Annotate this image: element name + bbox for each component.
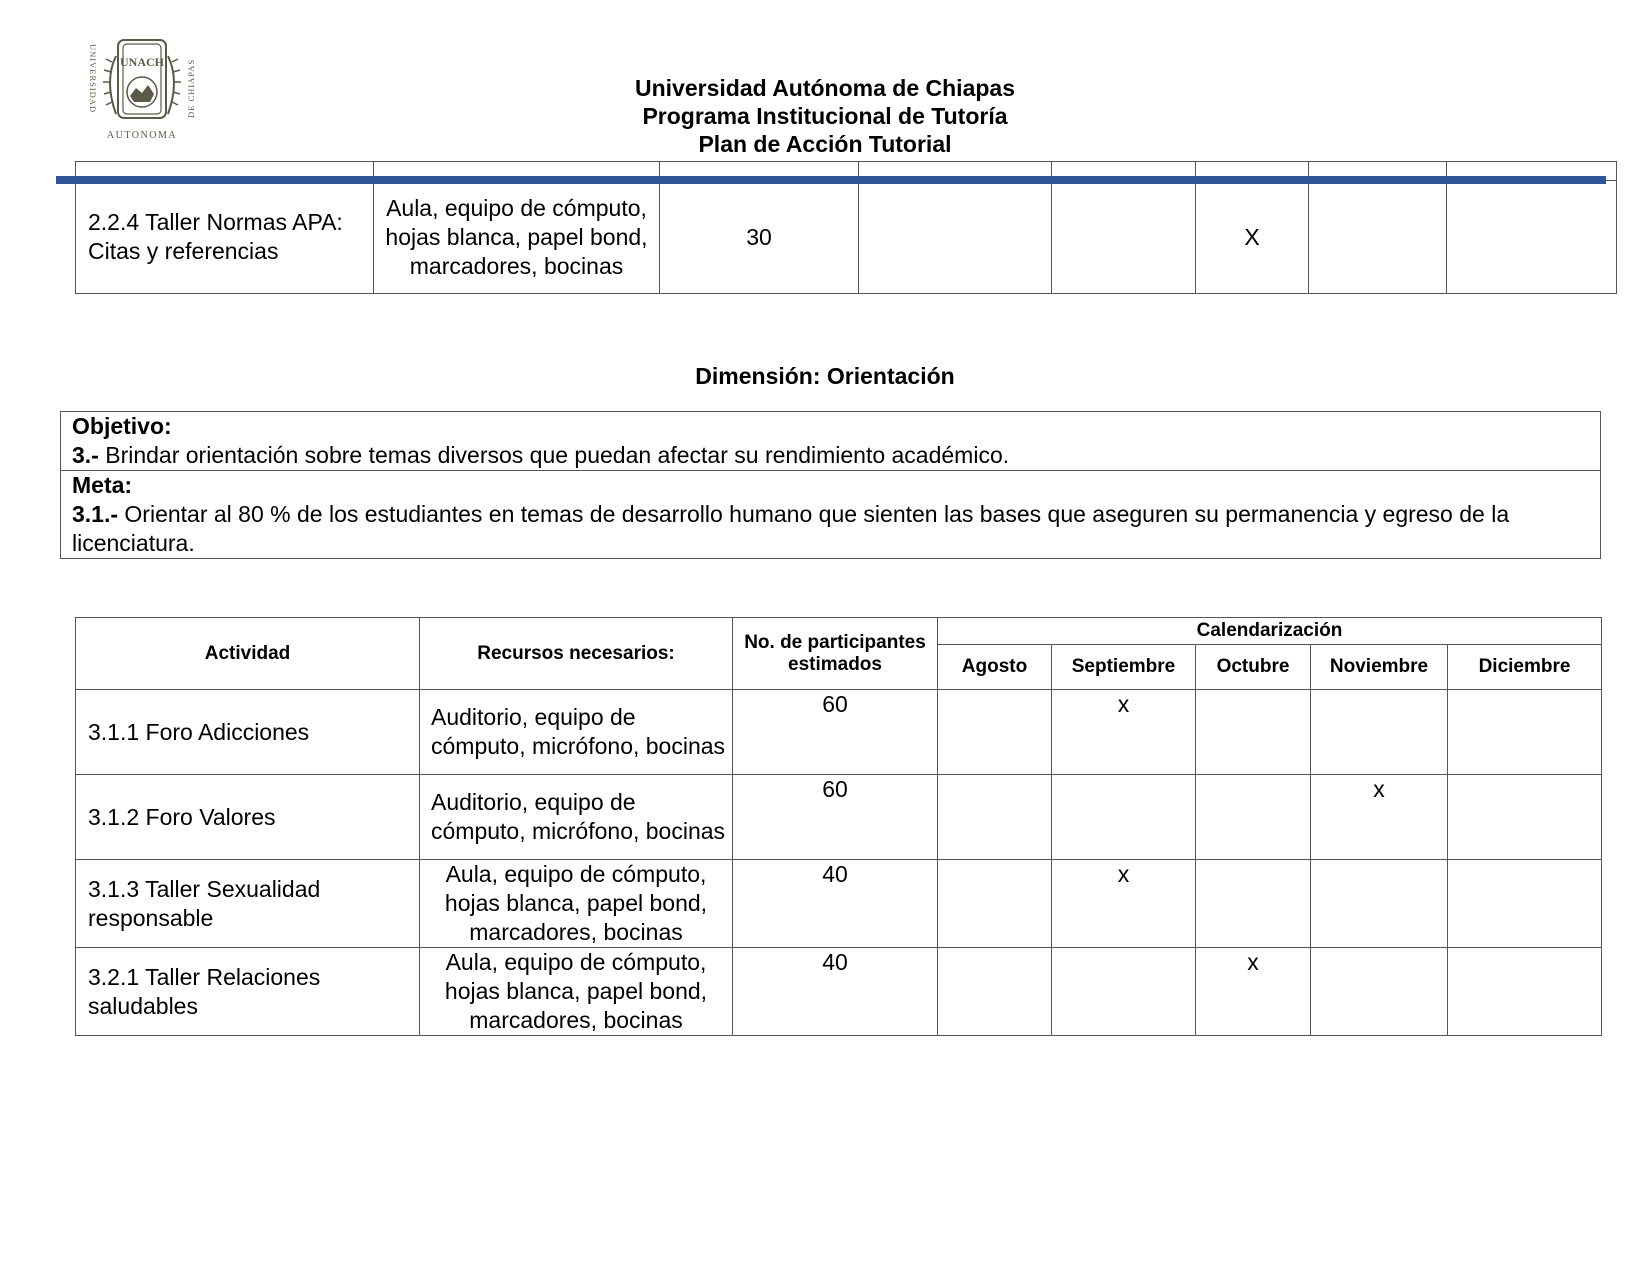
program-name: Programa Institucional de Tutoría xyxy=(642,103,1008,129)
activities-table xyxy=(75,617,1602,1036)
mark-cell-noviembre xyxy=(1311,860,1448,948)
logo-arc-right-text: DE CHIAPAS xyxy=(186,58,196,118)
table-row xyxy=(76,690,1602,775)
header-participants: No. de participantes estimados xyxy=(733,618,938,690)
goal-label: Meta: xyxy=(72,472,133,498)
participants-cell: 60 xyxy=(733,775,938,860)
table-header-row xyxy=(76,618,1602,645)
mark-cell-noviembre: x xyxy=(1311,775,1448,860)
mark-cell-agosto xyxy=(938,948,1052,1036)
header-month-agosto: Agosto xyxy=(938,645,1052,690)
header-month-septiembre: Septiembre xyxy=(1052,645,1196,690)
mark-cell-agosto xyxy=(938,860,1052,948)
header-month-noviembre: Noviembre xyxy=(1311,645,1448,690)
mark-cell-octubre xyxy=(1196,690,1311,775)
mark-cell-septiembre xyxy=(1052,775,1196,860)
resources-cell: Auditorio, equipo de cómputo, micrófono, bocinas xyxy=(420,775,733,860)
mark-cell-septiembre: x xyxy=(1052,690,1196,775)
mark-cell-septiembre xyxy=(1052,948,1196,1036)
activity-cell: 3.1.2 Foro Valores xyxy=(76,775,420,860)
mark-cell-agosto xyxy=(938,690,1052,775)
mark-cell-noviembre xyxy=(1311,690,1448,775)
goal-cell xyxy=(61,471,1601,559)
resources-cell: Auditorio, equipo de cómputo, micrófono, bocinas xyxy=(420,690,733,775)
header-month-octubre: Octubre xyxy=(1196,645,1311,690)
header-resources: Recursos necesarios: xyxy=(420,618,733,690)
mark-cell-noviembre xyxy=(1311,948,1448,1036)
mark-cell-septiembre: x xyxy=(1052,860,1196,948)
objective-label: Objetivo: xyxy=(72,413,172,439)
mark-cell-octubre: X xyxy=(1196,181,1309,294)
table-row xyxy=(76,181,1617,294)
header-calendar: Calendarización xyxy=(938,618,1602,645)
goal-text: Orientar al 80 % de los estudiantes en temas de desarrollo humano que sienten las bases que aseguren su permanencia y egreso de la licenciatura. xyxy=(72,501,1510,556)
mark-cell-agosto xyxy=(859,181,1052,294)
resources-cell: Aula, equipo de cómputo, hojas blanca, papel bond, marcadores, bocinas xyxy=(374,181,660,294)
participants-cell: 60 xyxy=(733,690,938,775)
header-rule xyxy=(56,176,1606,184)
mark-cell-diciembre xyxy=(1448,860,1602,948)
participants-cell: 40 xyxy=(733,860,938,948)
objective-goal-box xyxy=(60,411,1601,559)
dimension-title: Dimensión: Orientación xyxy=(695,363,955,389)
participants-cell: 30 xyxy=(660,181,859,294)
participants-cell: 40 xyxy=(733,948,938,1036)
mark-cell-noviembre xyxy=(1309,181,1447,294)
activity-cell: 3.1.1 Foro Adicciones xyxy=(76,690,420,775)
activity-cell: 3.2.1 Taller Relaciones saludables xyxy=(76,948,420,1036)
objective-number: 3.- xyxy=(72,442,99,468)
logo-abbr-text: UNACH xyxy=(120,55,164,69)
mark-cell-diciembre xyxy=(1447,181,1617,294)
mark-cell-agosto xyxy=(938,775,1052,860)
mark-cell-septiembre xyxy=(1052,181,1196,294)
mark-cell-diciembre xyxy=(1448,690,1602,775)
table-row xyxy=(76,775,1602,860)
logo-arc-left-text: UNIVERSIDAD xyxy=(88,44,98,114)
logo-bottom-text: AUTONOMA xyxy=(106,130,178,141)
university-name: Universidad Autónoma de Chiapas xyxy=(635,75,1015,101)
plan-name: Plan de Acción Tutorial xyxy=(698,131,952,157)
goal-number: 3.1.- xyxy=(72,501,119,527)
document-header xyxy=(0,74,1650,158)
activity-cell: 2.2.4 Taller Normas APA: Citas y referencias xyxy=(76,181,374,294)
objective-cell xyxy=(61,412,1601,471)
header-month-diciembre: Diciembre xyxy=(1448,645,1602,690)
resources-cell: Aula, equipo de cómputo, hojas blanca, papel bond, marcadores, bocinas xyxy=(420,948,733,1036)
table-row xyxy=(76,948,1602,1036)
mark-cell-octubre xyxy=(1196,775,1311,860)
header-activity: Actividad xyxy=(76,618,420,690)
resources-cell: Aula, equipo de cómputo, hojas blanca, papel bond, marcadores, bocinas xyxy=(420,860,733,948)
mark-cell-diciembre xyxy=(1448,948,1602,1036)
mark-cell-octubre xyxy=(1196,860,1311,948)
table-row xyxy=(76,860,1602,948)
objective-text: Brindar orientación sobre temas diversos que puedan afectar su rendimiento académico. xyxy=(98,442,1010,468)
activity-cell: 3.1.3 Taller Sexualidad responsable xyxy=(76,860,420,948)
mark-cell-octubre: x xyxy=(1196,948,1311,1036)
mark-cell-diciembre xyxy=(1448,775,1602,860)
